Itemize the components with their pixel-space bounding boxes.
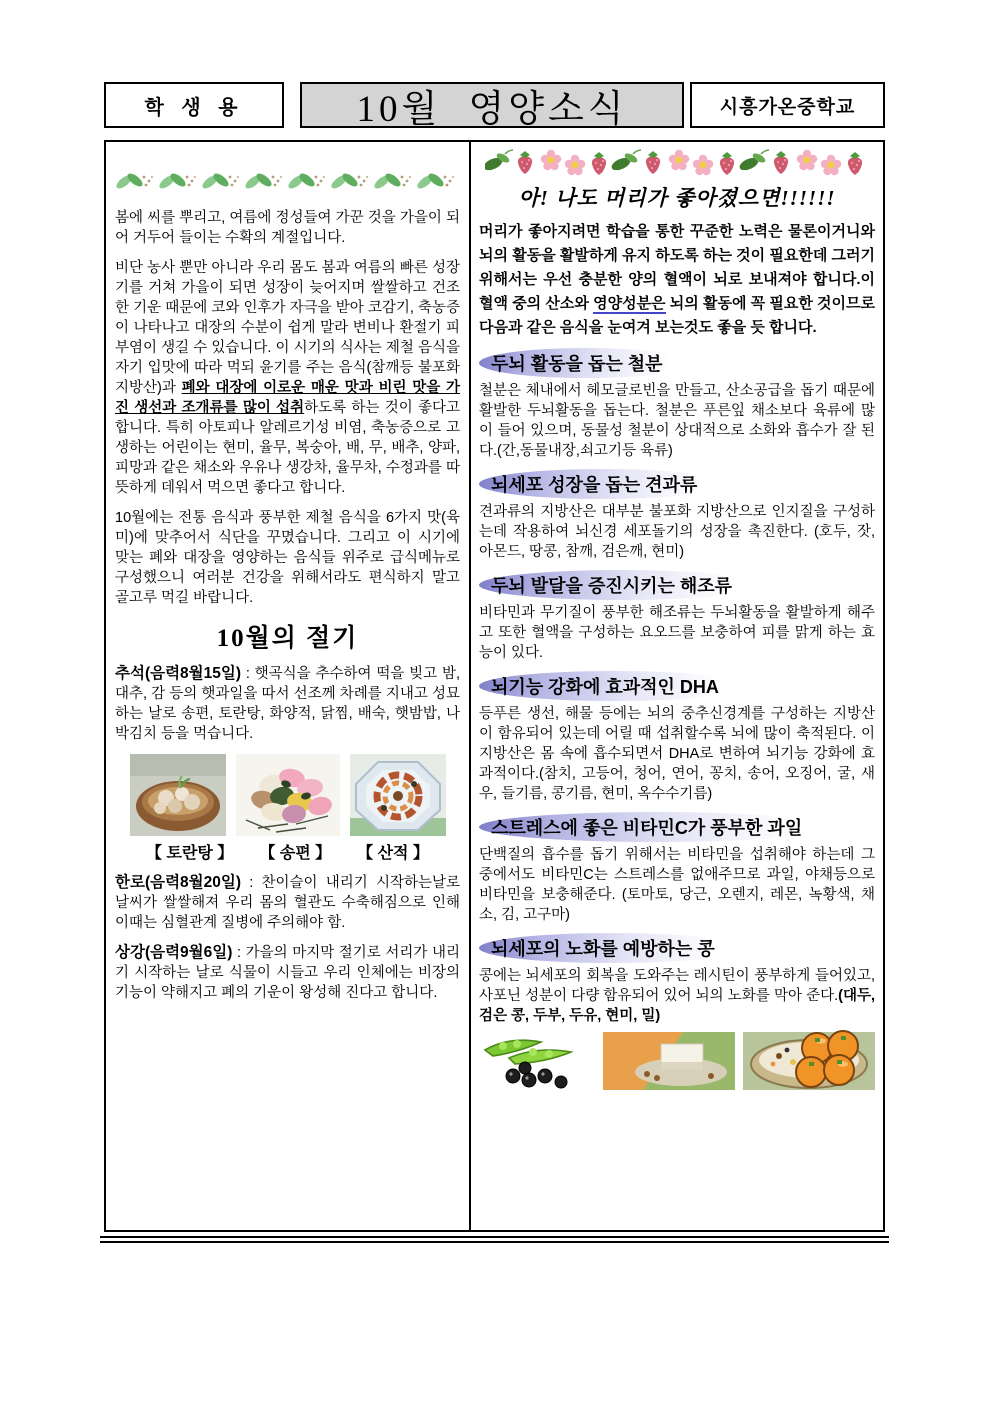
photo-caption-row [115,840,460,863]
brain-article-intro [479,220,875,340]
intro-paragraph-2 [115,258,460,498]
intro-underlined: 영양성분은 [593,295,666,312]
page-bottom-divider [100,1236,889,1243]
caption-sanjeok: 【 산적 】 [357,845,429,862]
green-leaf-border-icon [115,168,460,194]
section-nuts-heading: 뇌세포 성장을 돕는 견과류 [479,469,727,499]
section-dha [479,671,875,804]
section-beans-food-list: (대두, 검은 콩, 두부, 두유, 현미, 밀) [479,988,875,1024]
school-name-box [690,82,885,128]
newsletter-title: 10월 영양소식 [356,89,628,130]
section-seaweed [479,570,875,663]
songpyeon-photo [236,754,340,836]
intro-p2-before: 비단 농사 뿐만 아니라 우리 몸도 봄과 여름의 빠른 성장기를 거쳐 가을이 되면 성장이 늦어지며 쌀쌀하고 건조한 기운 때문에 코와 인후가 자극을 받아 코감기, 축농증이 나타나고 대장의 수분이 쉽게 말라 변비나 환절기 피부염이 생길 수 있습니다. 이 시기의 식사는 제철 음식을 자기 입맛에 따라 먹되 윤기를 주는 음식(참깨등 불포화지방산)과 [115,260,460,396]
brain-article-title: 아! 나도 머리가 좋아졌으면!!!!!! [518,186,836,210]
section-nuts [479,469,875,562]
school-name: 시흥가온중학교 [719,96,856,118]
season-section-title: 10월의 절기 [216,625,359,652]
sanggang-text: : 가을의 마지막 절기로 서리가 내리기 시작하는 날로 식물이 시들고 우리 인체에는 비장의 기능이 약해지고 폐의 기운이 왕성해 진다고 합니다. [115,945,460,1001]
caption-songpyeon: 【 송편 】 [259,845,332,862]
section-seaweed-body: 비타민과 무기질이 풍부한 해조류는 두뇌활동을 활발하게 해주고 또한 혈액을 구성하는 요오드를 보충하여 피를 맑게 하는 효능이 있다. [479,605,875,661]
right-column [471,142,883,1230]
tangerines-clipart [791,1026,867,1092]
section-vitamin-c-heading: 스트레스에 좋은 비타민C가 풍부한 과일 [479,812,832,842]
chuseok-label: 추석(음력8월15일) [115,665,242,682]
intro-paragraph-3: 10월에는 전통 음식과 풍부한 제철 음식을 6가지 맛(육미)에 맞추어서 식단을 꾸몄습니다. 그리고 이 시기에 맞는 폐와 대장을 영양하는 음식들 위주로 급식메뉴로 구성했으니 여러분 건강을 위해서라도 편식하지 말고 골고루 먹길 바랍니다. [115,510,460,606]
newsletter-title-box [300,82,684,128]
hanro-label: 한로(음력8월20일) [115,874,242,891]
intro-after: 뇌의 활동에 꼭 필요한 것이므로 다음과 같은 음식을 눈여겨 보는것도 좋을 듯 합니다. [479,295,875,336]
peas-black-beans-clipart [479,1032,595,1090]
sanggang-label: 상강(음력9월6일) [115,944,233,961]
chuseok-paragraph [115,664,460,744]
audience-label-box [104,82,284,128]
hanro-text: : 찬이슬이 내리기 시작하는날로 날씨가 쌀쌀해져 우리 몸의 혈관도 수축해짐으로 인해 이때는 심혈관계 질병에 주의해야 함. [115,875,460,931]
hanro-paragraph [115,873,460,933]
section-vitamin-c-body: 단백질의 흡수를 돕기 위해서는 비타민을 섭취해야 하는데 그 중에서도 비타민C는 스트레스를 없애주므로 과일, 야채등으로 비타민을 보충해준다. (토마토, 당근, 오렌지, 레몬, 녹황색, 채소, 김, 고구마) [479,847,875,923]
main-content-box [104,140,885,1232]
section-beans-heading: 뇌세포의 노화를 예방하는 콩 [479,933,745,963]
strawberry-flower-border-icon [479,146,875,176]
section-iron-body: 철분은 체내에서 헤모글로빈을 만들고, 산소공급을 돕기 때문에 활발한 두뇌활동을 돕는다. 철분은 푸른잎 채소보다 육류에 많이 들어 있으며, 동물성 철분이 상대적으로 소화와 흡수가 잘 된다.(간,동물내장,쇠고기등 육류) [479,383,875,459]
intro-p2-after: 하도록 하는 것이 좋다고 합니다. 특히 아토피나 알레르기성 비염, 축농증으로 고생하는 어린이는 현미, 율무, 복숭아, 배, 무, 배추, 양파, 피망과 같은 채소와 우유나 생강차, 율무차, 수정과를 따뜻하게 데워서 먹으면 좋다고 합니다. [115,400,460,496]
tofu-photo [603,1032,735,1090]
caption-taro-soup: 【 토란탕 】 [146,845,234,862]
section-vitamin-c [479,812,875,925]
holiday-food-photos [115,754,460,836]
sanggang-paragraph [115,943,460,1003]
section-iron [479,348,875,461]
section-beans [479,933,875,1026]
section-dha-heading: 뇌기능 강화에 효과적인 DHA [479,671,749,701]
section-beans-body: 콩에는 뇌세포의 회복을 도와주는 레시틴이 풍부하게 들어있고, 사포닌 성분이 다량 함유되어 있어 뇌의 노화를 막아 준다.(대두, 검은 콩, 두부, 두유, 현미, 밀) [479,968,875,1024]
chuseok-text: : 햇곡식을 추수하여 떡을 빚고 밤, 대추, 감 등의 햇과일을 따서 선조께 차례를 지내고 성묘하는 날로 송편, 토란탕, 화양적, 닭찜, 배숙, 햇밤밥, 나박김치 등을 먹습니다. [115,666,460,742]
intro-before: 머리가 좋아지려면 학습을 통한 꾸준한 노력은 물론이거니와 뇌의 활동을 활발하게 유지 하도록 하는 것이 필요한데 그러기 위해서는 우선 충분한 양의 혈액이 뇌로 보내져야 합니다.이 혈액 중의 산소와 [479,223,875,312]
intro-p2-emphasis: 폐와 대장에 이로운 매운 맛과 비린 맛을 가진 생선과 조개류를 많이 섭취 [115,380,460,416]
section-nuts-body: 견과류의 지방산은 대부분 불포화 지방산으로 인지질을 구성하는데 작용하여 뇌신경 세포돌기의 성장을 촉진한다. (호두, 잣, 아몬드, 땅콩, 참깨, 검은깨, 현미) [479,504,875,560]
intro-paragraph-1: 봄에 씨를 뿌리고, 여름에 정성들여 가꾼 것을 가을이 되어 거두어 들이는 수확의 계절입니다. [115,210,460,246]
left-column [106,142,471,1230]
audience-label: 학 생 용 [144,96,244,119]
section-seaweed-heading: 두뇌 발달을 증진시키는 해조류 [479,570,762,600]
sanjeok-photo [350,754,446,836]
section-dha-body: 등푸른 생선, 해물 등에는 뇌의 중추신경계를 구성하는 지방산이 함유되어 있는데 어릴 때 섭취할수록 뇌에 많이 축적된다. 이 지방산은 몸 속에 흡수되면서 DHA로 변하여 뇌기능 강화에 효과적이다.(참치, 고등어, 청어, 연어, 꽁치, 송어, 오징어, 굴, 새우, 들기름, 콩기름, 현미, 옥수수기름) [479,706,875,802]
taro-soup-photo [130,754,226,836]
section-iron-heading: 두뇌 활동을 돕는 철분 [479,348,693,378]
